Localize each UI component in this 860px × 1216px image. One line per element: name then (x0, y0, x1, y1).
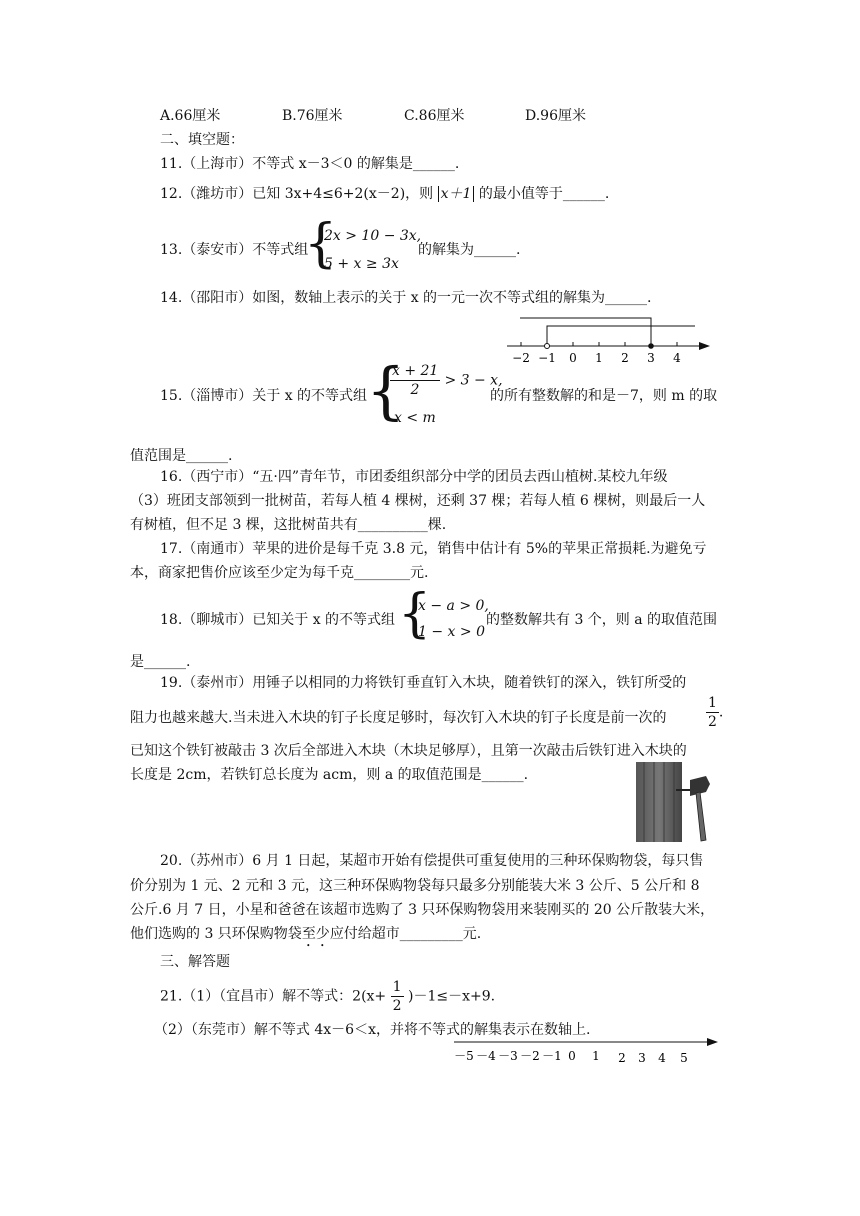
option-c: C.86厘米 (404, 108, 465, 124)
q21-tick: 1 (592, 1049, 600, 1063)
q19-line3: 已知这个铁钉被敲击 3 次后全部进入木块（木块足够厚），且第一次敲击后铁钉进入木块的 (130, 743, 687, 759)
q15-denominator: 2 (410, 382, 420, 398)
wood-block (636, 762, 682, 842)
option-d: D.96厘米 (525, 108, 586, 124)
option-a: A.66厘米 (160, 108, 221, 124)
q21-tick: 4 (658, 1051, 666, 1065)
q15-brace: { (366, 354, 406, 427)
q13-line1: 2x > 10 − 3x, (324, 228, 422, 244)
q20-line4 (130, 924, 481, 950)
q20-line1: 20.（苏州市）6 月 1 日起，某超市开始有偿提供可重复使用的三种环保购物袋，每只售 (160, 853, 704, 869)
q15-gt: > 3 − x, (444, 372, 503, 389)
q12-suffix: 的最小值等于______. (478, 186, 610, 202)
q14-tick: 4 (673, 351, 681, 365)
q12-absolute-value: x＋1 (438, 186, 475, 202)
q21-number-line (452, 1034, 722, 1068)
q21-fraction (391, 978, 404, 1015)
q14-tick: 3 (647, 351, 655, 365)
q20-line4-c: 应付给超市_________元. (329, 926, 482, 942)
q13-brace: { (304, 214, 338, 274)
q19-numerator: 1 (708, 695, 717, 711)
q14-tick: 0 (569, 351, 577, 365)
q19-line4: 长度是 2cm，若铁钉总长度为 acm，则 a 的取值范围是______. (130, 767, 529, 783)
q15-fraction (390, 362, 440, 399)
q21-tick: －1 (542, 1049, 562, 1063)
q21-tick: －4 (476, 1049, 496, 1063)
q13-line2: 5 + x ≥ 3x (324, 256, 399, 272)
hammer-handle (696, 792, 706, 841)
q13-suffix: 的解集为______. (418, 242, 521, 258)
q15-continued: 值范围是______. (130, 448, 233, 464)
q15-fraction-line (390, 362, 503, 399)
q21-tick: 5 (680, 1051, 688, 1065)
hammer-nail-illustration (634, 760, 714, 844)
q15-line2: x < m (394, 410, 436, 426)
q21-tick: －3 (498, 1049, 518, 1063)
q19-line2: 阻力也越来越大.当未进入木块的钉子长度足够时，每次钉入木块的钉子长度是前一次的 (130, 710, 667, 726)
q21-tick: －5 (454, 1049, 474, 1063)
q18-continued: 是______. (130, 654, 191, 670)
q21-part2: （2）（东莞市）解不等式 4x－6＜x，并将不等式的解集表示在数轴上. (154, 1022, 591, 1038)
q18-line2: 1 − x > 0 (418, 624, 485, 640)
section-answer-heading: 三、解答题 (160, 954, 230, 970)
q19-fraction-line: $\frac{1}{2}$ . (708, 695, 724, 730)
q21-tick: 3 (638, 1051, 646, 1065)
q21-tick: 0 (568, 1049, 576, 1063)
section-fill-in-heading: 二、填空题： (160, 132, 244, 148)
q20-emphasis: 至少 (301, 926, 330, 942)
q17-line2: 本，商家把售价应该至少定为每千克________元. (130, 565, 429, 581)
q21-tick: 2 (618, 1051, 626, 1065)
q15-numerator: x + 21 (392, 363, 439, 379)
q17-line1: 17.（南通市）苹果的进价是每千克 3.8 元，销售中估计有 5%的苹果正常损耗.为避免亏 (160, 541, 707, 557)
q14-tick: 1 (595, 351, 603, 365)
question-14: 14.（邵阳市）如图，数轴上表示的关于 x 的一元一次不等式组的解集为______. (160, 290, 652, 306)
q14-tick: −1 (538, 351, 556, 365)
q18-line1: x − a > 0, (418, 598, 489, 614)
q16-line1: 16.（西宁市）“五·四”青年节，市团委组织部分中学的团员去西山植树.某校九年级 (160, 469, 668, 485)
q18-suffix: 的整数解共有 3 个，则 a 的取值范围 (486, 612, 718, 628)
q14-tick: 2 (621, 351, 629, 365)
q15-suffix: 的所有整数解的和是－7，则 m 的取 (490, 388, 718, 404)
q20-line3: 公斤.6 月 7 日，小星和爸爸在该超市选购了 3 只环保购物袋用来装刚买的 20 公斤散装大米， (130, 902, 715, 918)
q14-number-line (505, 308, 715, 368)
q21-tick: －2 (520, 1049, 540, 1063)
q21-part1-b: )－1≤－x+9. (408, 988, 496, 1005)
q21-part1 (160, 978, 495, 1015)
q13-prefix: 13.（泰安市）不等式组 (160, 242, 309, 258)
q19-line1: 19.（泰州市）用锤子以相同的力将铁钉垂直钉入木块，随着铁钉的深入，铁钉所受的 (160, 675, 687, 691)
q12-prefix: 12.（潍坊市）已知 3x+4≤6+2(x－2)，则 (160, 186, 434, 202)
q21-denominator: 2 (392, 998, 402, 1014)
q20-line2: 价分别为 1 元、2 元和 3 元，这三种环保购物袋每只最多分别能装大米 3 公斤、5 公斤和 8 (130, 878, 700, 894)
q20-line4-a: 他们选购的 3 只环保购物袋 (130, 926, 302, 942)
q18-brace: { (398, 584, 432, 644)
q16-line2: （3）班团支部领到一批树苗，若每人植 4 棵树，还剩 37 棵；若每人植 6 棵树，则最后一人 (130, 493, 706, 509)
option-b: B.76厘米 (282, 108, 343, 124)
q21-numerator: 1 (392, 979, 402, 995)
q21-part1-a: 21.（1）（宜昌市）解不等式：2(x+ (160, 988, 387, 1005)
q14-tick: −2 (512, 351, 530, 365)
q15-prefix: 15.（淄博市）关于 x 的不等式组 (160, 388, 368, 404)
q19-denominator: 2 (708, 714, 717, 730)
q16-line3: 有树植，但不足 3 棵，这批树苗共有__________棵. (130, 517, 447, 533)
question-11: 11.（上海市）不等式 x－3＜0 的解集是______. (160, 156, 460, 172)
q18-prefix: 18.（聊城市）已知关于 x 的不等式组 (160, 612, 396, 628)
question-12 (160, 184, 609, 204)
q19-fraction (706, 694, 719, 731)
